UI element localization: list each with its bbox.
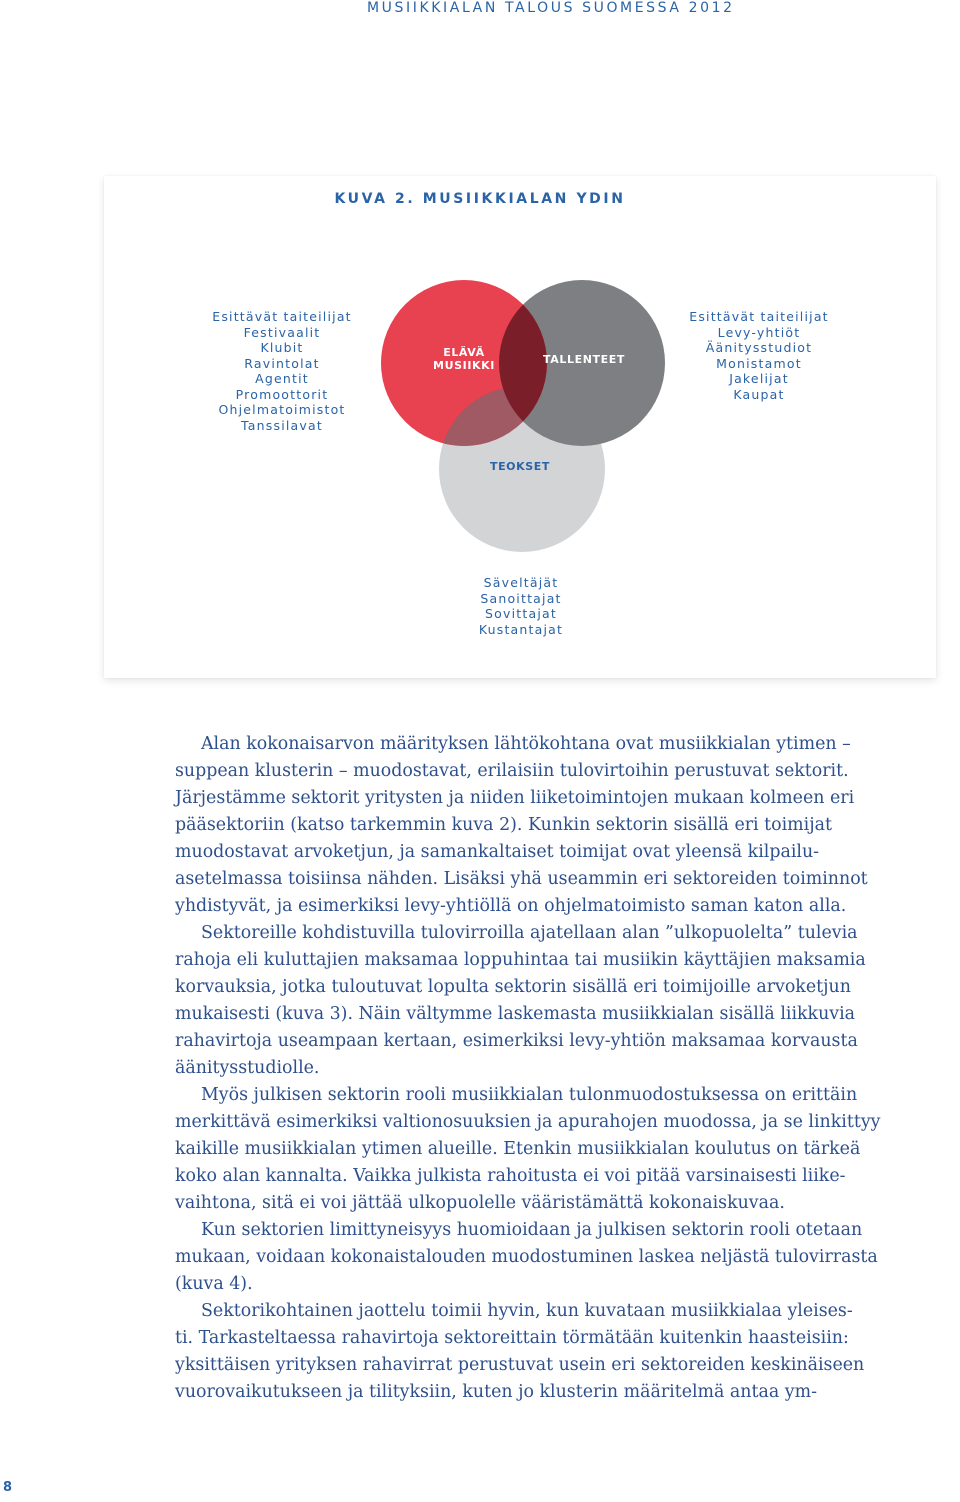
list-item: Äänitysstudiot <box>705 340 813 355</box>
text-line: Sektorikohtainen jaottelu toimii hyvin, kun kuvataan musiikkialaa yleises- <box>201 1301 853 1321</box>
list-item: Monistamot <box>716 355 802 371</box>
live-music-label: ELÄVÄ MUSIIKKI <box>433 346 495 372</box>
list-item: Säveltäjät <box>483 575 559 590</box>
text-line: asetelmassa toisiinsa nähden. Lisäksi yhä useammin eri sektoreiden toiminnot <box>175 869 868 889</box>
recordings-actors-list <box>684 309 834 402</box>
text-line: rahavirtoja useampaan kertaan, esimerkiksi levy-yhtiön maksamaa korvausta <box>175 1031 858 1051</box>
list-item: Esittävät taiteilijat <box>212 309 352 324</box>
text-line: vuorovaikutukseen ja tilityksiin, kuten jo klusterin määritelmä antaa ym- <box>175 1382 817 1402</box>
list-item: Levy-yhtiöt <box>717 324 801 340</box>
works-label: TEOKSET <box>489 460 551 473</box>
list-item: Kustantajat <box>478 621 564 637</box>
list-item: Ravintolat <box>244 355 320 371</box>
text-line: merkittävä esimerkiksi valtionosuuksien ja apurahojen muodossa, ja se linkittyy <box>175 1112 881 1132</box>
text-line: Myös julkisen sektorin rooli musiikkialan tulonmuodostuksessa on erittäin <box>201 1085 858 1105</box>
list-item: Ohjelmatoimistot <box>218 402 346 417</box>
text-line: yhdistyvät, ja esimerkiksi levy-yhtiöllä on ohjelmatoimisto saman katon alla. <box>175 896 847 916</box>
text-line: muodostavat arvoketjun, ja samankaltaiset toimijat ovat yleensä kilpailu- <box>175 842 820 862</box>
list-item: Tanssilavat <box>241 417 323 433</box>
figure-title: KUVA 2. MUSIIKKIALAN YDIN <box>334 191 626 207</box>
text-line: koko alan kannalta. Vaikka julkista rahoitusta ei voi pitää varsinaisesti liike- <box>175 1166 846 1186</box>
list-item: Sovittajat <box>485 606 557 621</box>
text-line: rahoja eli kuluttajien maksamaa loppuhintaa tai musiikin käyttäjien maksamia <box>175 950 866 970</box>
text-line: pääsektoriin (katso tarkemmin kuva 2). Kunkin sektorin sisällä eri toimijat <box>175 815 832 835</box>
text-line: korvauksia, jotka tuloutuvat lopulta sektorin sisällä eri toimijoille arvoketjun <box>175 977 851 997</box>
text-line: Sektoreille kohdistuvilla tulovirroilla ajatellaan alan ”ulkopuolelta” tulevia <box>201 923 858 943</box>
list-item: Kaupat <box>733 386 785 402</box>
recordings-label: TALLENTEET <box>543 353 625 366</box>
text-line: Järjestämme sektorit yritysten ja niiden liiketoimintojen mukaan kolmeen eri <box>175 788 855 808</box>
text-line: kaikille musiikkialan ytimen alueille. Etenkin musiikkialan koulutus on tärkeä <box>175 1139 861 1159</box>
text-line: Alan kokonaisarvon määrityksen lähtökohtana ovat musiikkialan ytimen – <box>201 734 851 754</box>
live-music-actors-list <box>207 309 357 433</box>
text-line: vaihtona, sitä ei voi jättää ulkopuolelle vääristämättä kokonaiskuvaa. <box>175 1193 785 1213</box>
text-line: suppean klusterin – muodostavat, erilaisiin tulovirtoihin perustuvat sektorit. <box>175 761 849 781</box>
list-item: Klubit <box>260 340 304 355</box>
list-item: Esittävät taiteilijat <box>689 309 829 324</box>
list-item: Festivaalit <box>243 324 321 340</box>
text-line: Kun sektorien limittyneisyys huomioidaan ja julkisen sektorin rooli otetaan <box>201 1220 863 1240</box>
list-item: Promoottorit <box>235 386 329 402</box>
page-number: 8 <box>3 1480 13 1495</box>
text-line: mukaan, voidaan kokonaistalouden muodostuminen laskea neljästä tulovirrasta <box>175 1247 878 1267</box>
works-actors-list <box>446 575 596 637</box>
running-header: MUSIIKKIALAN TALOUS SUOMESSA 2012 <box>367 0 735 16</box>
list-item: Sanoittajat <box>480 590 562 606</box>
text-line: ti. Tarkasteltaessa rahavirtoja sektoreittain törmätään kuitenkin haasteisiin: <box>175 1328 849 1348</box>
list-item: Jakelijat <box>729 371 789 386</box>
list-item: Agentit <box>255 371 309 386</box>
text-line: (kuva 4). <box>175 1274 253 1294</box>
text-line: äänitysstudiolle. <box>175 1058 320 1078</box>
text-line: mukaisesti (kuva 3). Näin vältymme laskemasta musiikkialan sisällä liikkuvia <box>175 1004 856 1024</box>
text-line: yksittäisen yrityksen rahavirrat perustuvat usein eri sektoreiden keskinäiseen <box>175 1355 865 1375</box>
body-text <box>175 731 881 1406</box>
